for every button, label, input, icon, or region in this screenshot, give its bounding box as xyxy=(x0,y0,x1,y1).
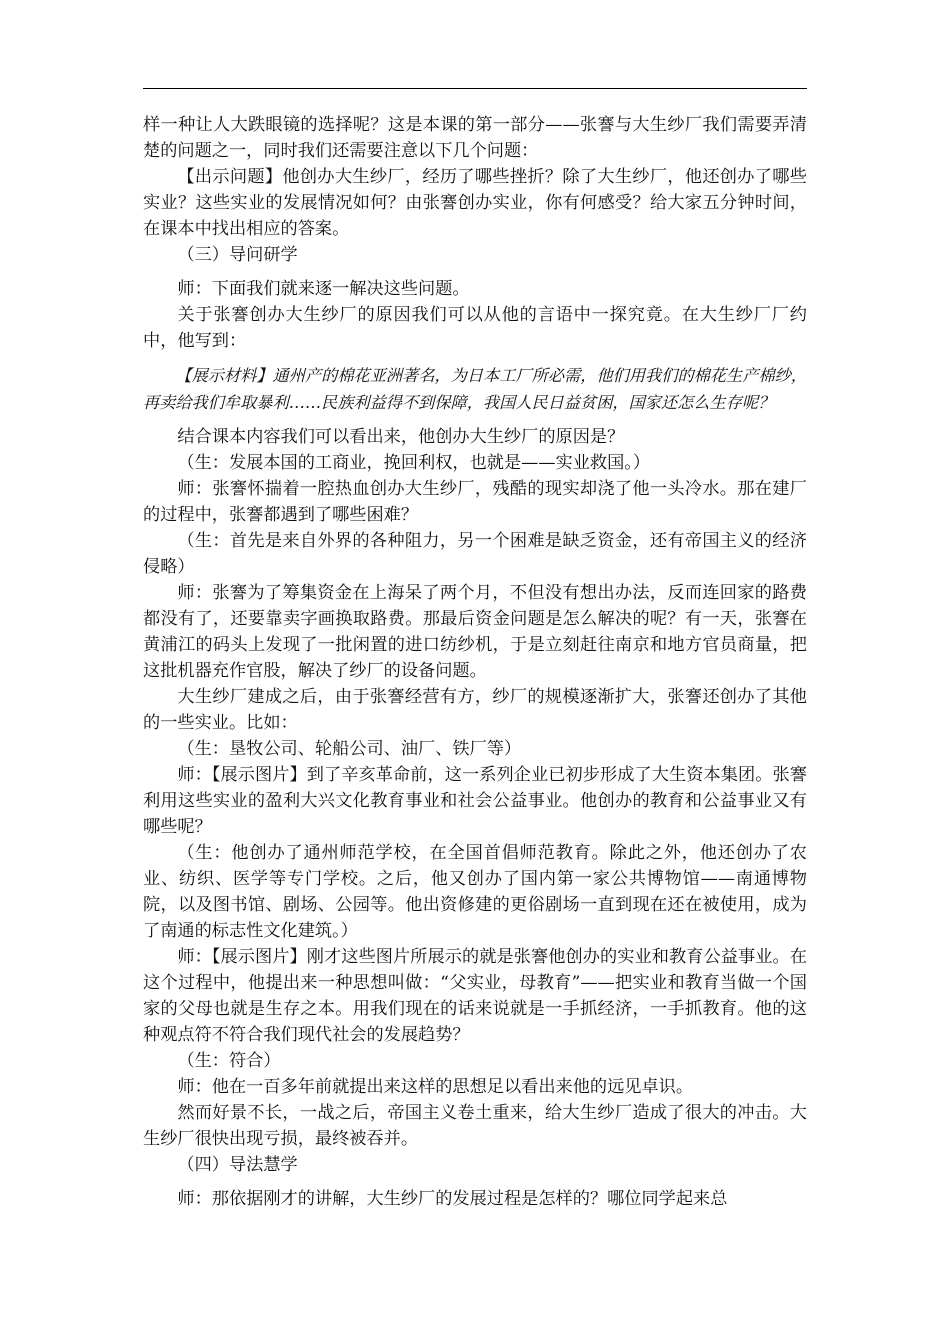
paragraph: （生：首先是来自外界的各种阻力，另一个困难是缺乏资金，还有帝国主义的经济侵略） xyxy=(143,531,807,577)
paragraph: （生：垦牧公司、轮船公司、油厂、铁厂等） xyxy=(177,739,522,759)
paragraph: 然而好景不长，一战之后，帝国主义卷土重来，给大生纱厂造成了很大的冲击。大生纱厂很快出现亏损，最终被吞并。 xyxy=(143,1103,807,1149)
document-body xyxy=(143,112,807,1212)
paragraph: 【出示问题】他创办大生纱厂，经历了哪些挫折？除了大生纱厂，他还创办了哪些实业？这些实业的发展情况如何？由张謇创办实业，你有何感受？给大家五分钟时间，在课本中找出相应的答案。 xyxy=(143,167,807,239)
paragraph: 师：【展示图片】刚才这些图片所展示的就是张謇他创办的实业和教育公益事业。在这个过程中，他提出来一种思想叫做：“父实业，母教育”——把实业和教育当做一个国家的父母也就是生存之本。用我们现在的话来说就是一手抓经济，一手抓教育。他的这种观点符不符合我们现代社会的发展趋势？ xyxy=(143,947,807,1045)
paragraph: 师：下面我们就来逐一解决这些问题。 xyxy=(177,279,470,299)
paragraph: 样一种让人大跌眼镜的选择呢？这是本课的第一部分——张謇与大生纱厂我们需要弄清楚的问题之一，同时我们还需要注意以下几个问题： xyxy=(143,115,807,161)
paragraph: 师：那依据刚才的讲解，大生纱厂的发展过程是怎样的？哪位同学起来总 xyxy=(177,1189,728,1209)
paragraph: 师：他在一百多年前就提出来这样的思想足以看出来他的远见卓识。 xyxy=(177,1077,694,1097)
section-heading: （三）导问研学 xyxy=(177,245,298,265)
paragraph: 结合课本内容我们可以看出来，他创办大生纱厂的原因是？ xyxy=(177,427,625,447)
header-rule xyxy=(143,88,807,89)
paragraph: 师：张謇怀揣着一腔热血创办大生纱厂，残酷的现实却浇了他一头冷水。那在建厂的过程中，张謇都遇到了哪些困难？ xyxy=(143,479,807,525)
paragraph: 关于张謇创办大生纱厂的原因我们可以从他的言语中一探究竟。在大生纱厂厂约中，他写到： xyxy=(143,305,807,351)
paragraph: （生：他创办了通州师范学校，在全国首倡师范教育。除此之外，他还创办了农业、纺织、医学等专门学校。之后，他又创办了国内第一家公共博物馆——南通博物院，以及图书馆、剧场、公园等。他出资修建的更俗剧场一直到现在还在被使用，成为了南通的标志性文化建筑。） xyxy=(143,843,807,941)
paragraph: 师：【展示图片】到了辛亥革命前，这一系列企业已初步形成了大生资本集团。张謇利用这些实业的盈利大兴文化教育事业和社会公益事业。他创办的教育和公益事业又有哪些呢？ xyxy=(143,765,807,837)
paragraph: 大生纱厂建成之后，由于张謇经营有方，纱厂的规模逐渐扩大，张謇还创办了其他的一些实业。比如： xyxy=(143,687,807,733)
paragraph: （生：发展本国的工商业，挽回利权，也就是——实业救国。） xyxy=(177,453,651,473)
paragraph: 师：张謇为了筹集资金在上海呆了两个月，不但没有想出办法，反而连回家的路费都没有了，还要靠卖字画换取路费。那最后资金问题是怎么解决的呢？有一天，张謇在黄浦江的码头上发现了一批闲置的进口纺纱机，于是立刻赶往南京和地方官员商量，把这批机器充作官股，解决了纱厂的设备问题。 xyxy=(143,583,807,681)
section-heading: （四）导法慧学 xyxy=(177,1155,298,1175)
paragraph: （生：符合） xyxy=(177,1051,281,1071)
quoted-material: 【展示材料】通州产的棉花亚洲著名，为日本工厂所必需，他们用我们的棉花生产棉纱，再卖给我们牟取暴利……民族利益得不到保障，我国人民日益贫困，国家还怎么生存呢？ xyxy=(143,366,807,412)
